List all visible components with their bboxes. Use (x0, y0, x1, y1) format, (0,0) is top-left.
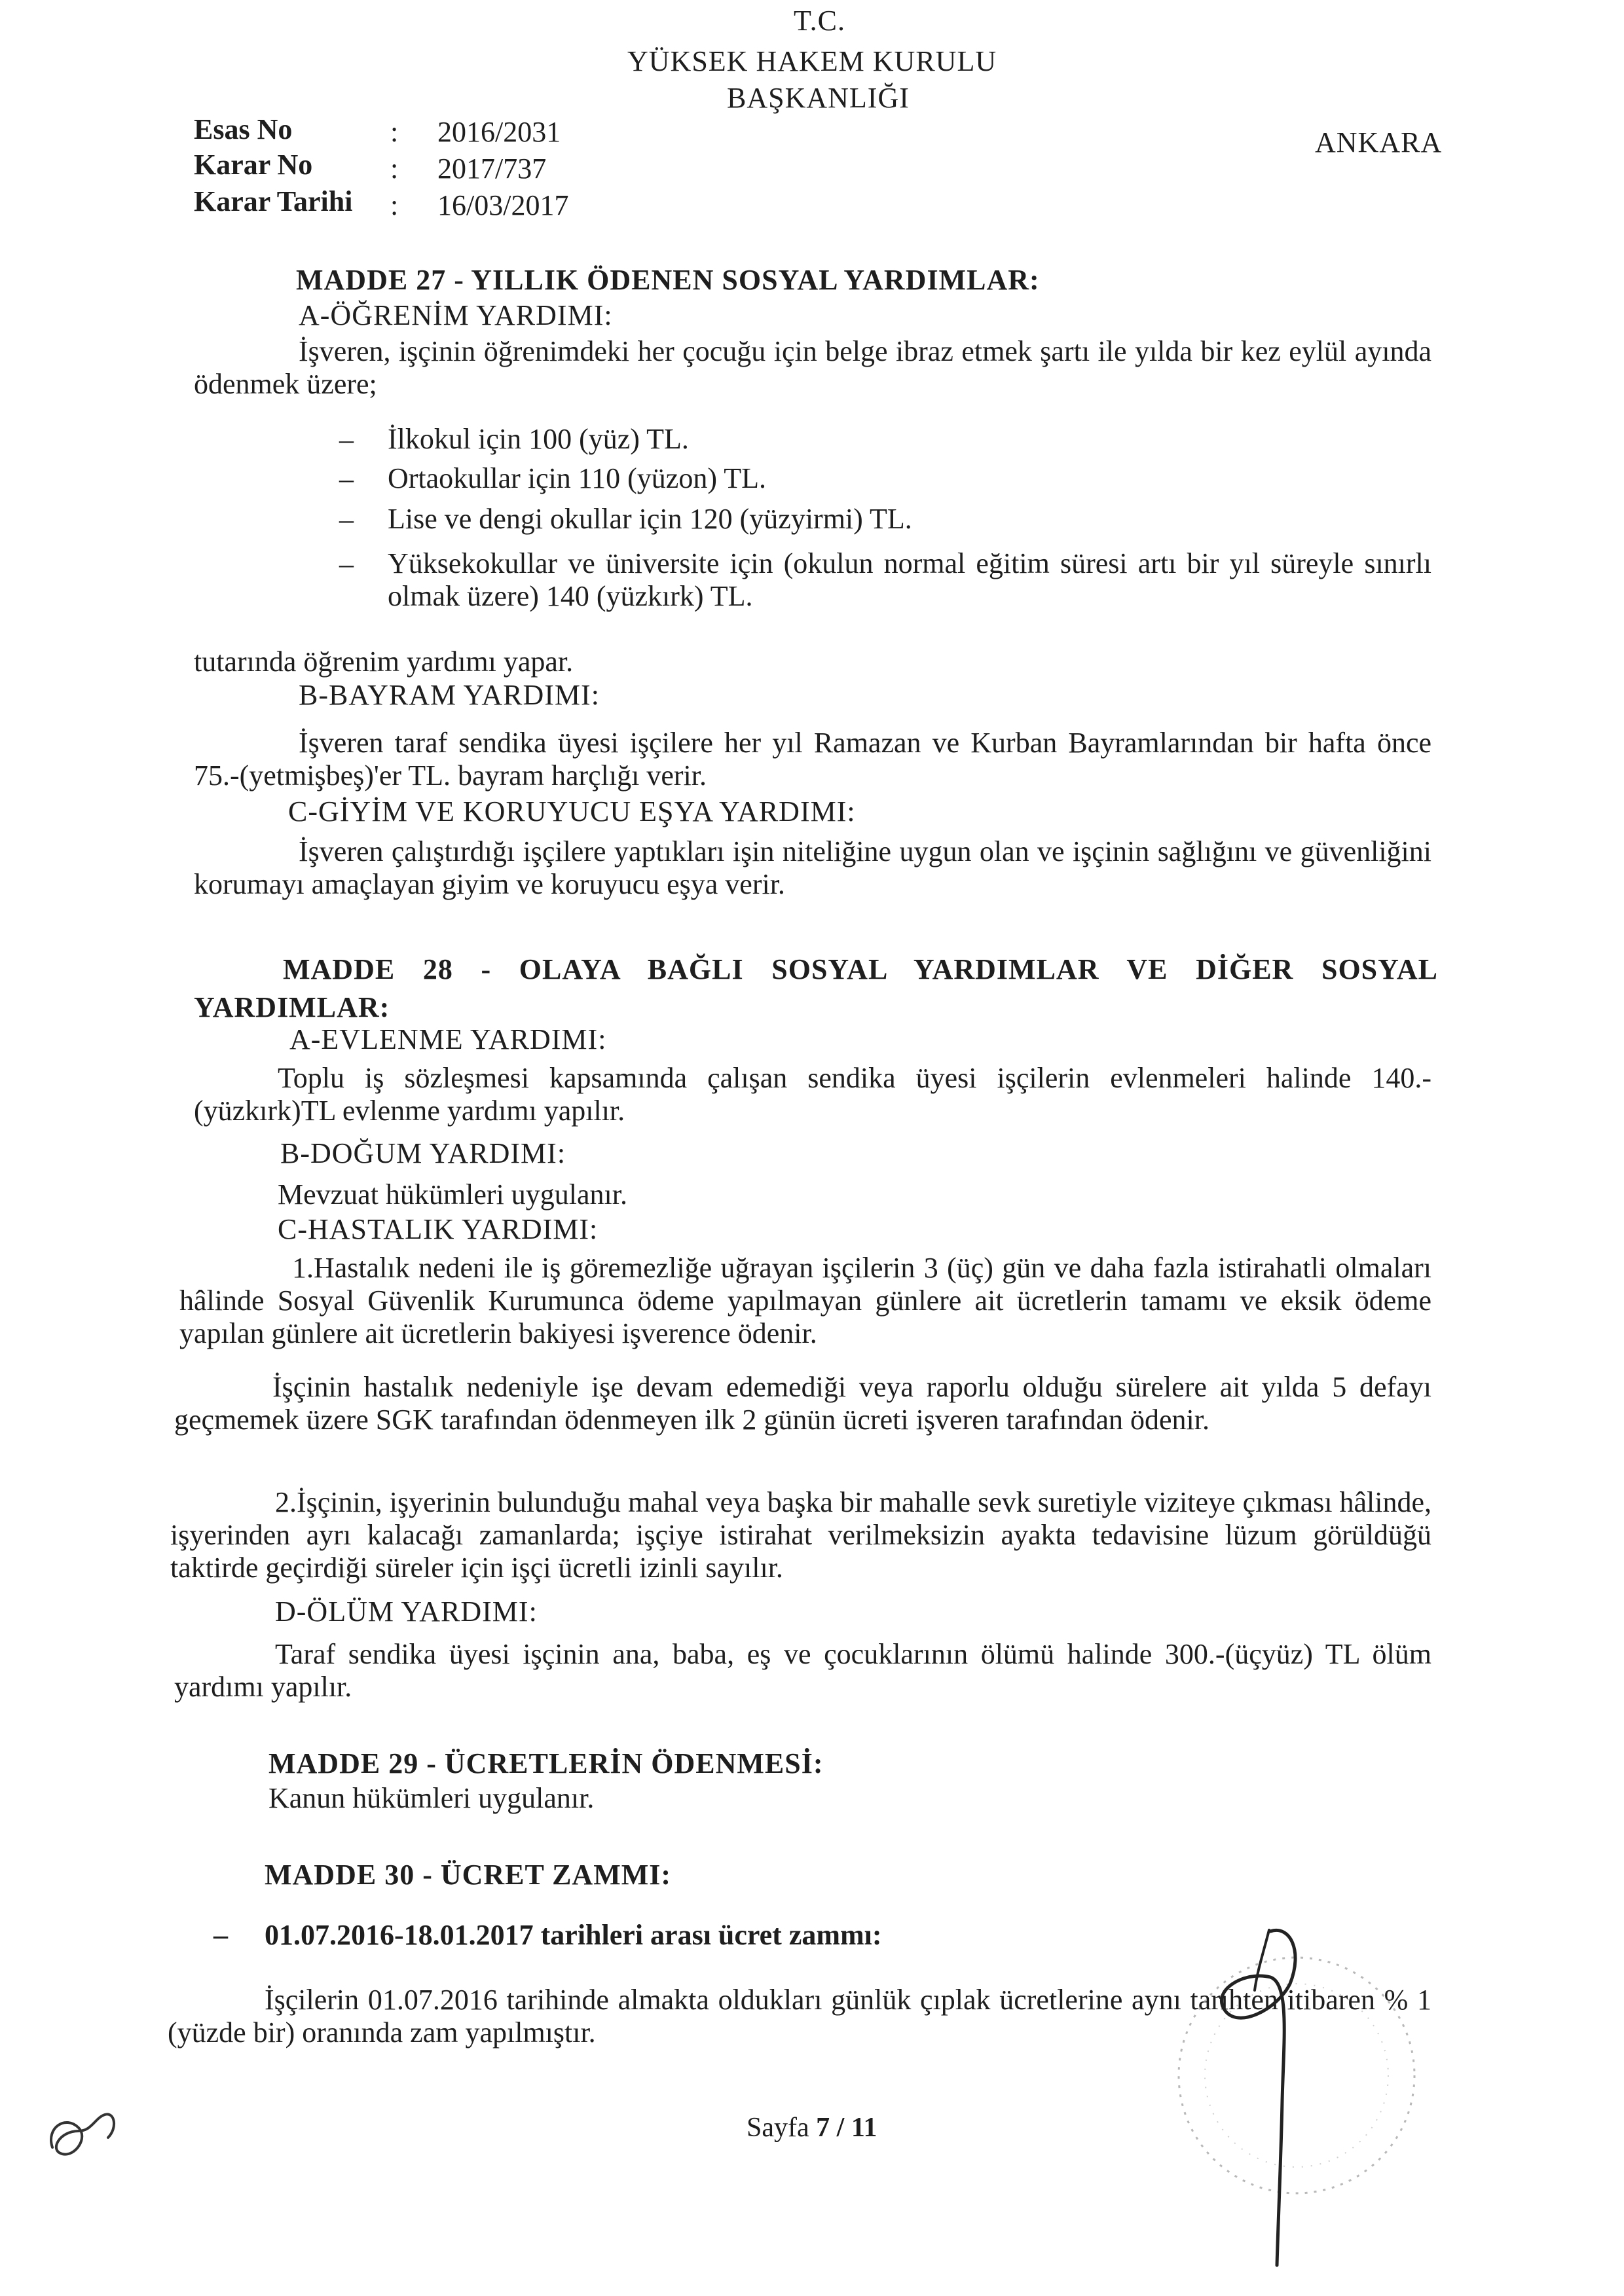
esas-value: 2016/2031 (437, 116, 561, 148)
madde-29-title: MADDE 29 - ÜCRETLERİN ÖDENMESİ: (268, 1747, 824, 1779)
margin-initials-icon (39, 2102, 131, 2174)
bullet-dash: – (339, 463, 354, 495)
page-current: 7 (816, 2113, 830, 2143)
madde-30-period: 01.07.2016-18.01.2017 tarihleri arası ücret zammı: (265, 1919, 882, 1951)
karar-value: 2017/737 (437, 153, 547, 185)
madde-28-c-title: C-HASTALIK YARDIMI: (278, 1213, 599, 1245)
madde-27-a-text: İşveren, işçinin öğrenimdeki her çocuğu için belge ibraz etmek şartı ile yılda bir kez eylül ayında ödenmek üzere; (194, 335, 1431, 400)
karar-colon: : (390, 153, 399, 185)
bullet-dash: – (339, 424, 354, 456)
madde-27-b-text: İşveren taraf sendika üyesi işçilere her yıl Ramazan ve Kurban Bayramlarından bir hafta önce 75.-(yetmişbeş)'er TL. bayram harçlığı verir. (194, 727, 1431, 792)
madde-28-c-text2: İşçinin hastalık nedeniyle işe devam edemediği veya raporlu olduğu sürelere ait yılda 5 defayı geçmemek üzere SGK tarafından ödenmeyen ilk 2 günün ücreti işveren tarafından ödenir. (174, 1371, 1431, 1436)
page-total: 11 (851, 2113, 877, 2143)
bullet-dash: – (339, 503, 354, 536)
page-label: Sayfa (747, 2113, 809, 2143)
bullet-item: Yüksekokullar ve üniversite için (okulun normal eğitim süresi artı bir yıl süreyle sınırlı olmak üzere) 140 (yüzkırk) TL. (388, 547, 1431, 612)
madde-27-a-title: A-ÖĞRENİM YARDIMI: (299, 299, 613, 331)
madde-27-c-title: C-GİYİM VE KORUYUCU EŞYA YARDIMI: (288, 795, 856, 828)
header-presidency: BAŞKANLIĞI (727, 82, 910, 114)
tarih-colon: : (390, 189, 399, 221)
esas-colon: : (390, 116, 399, 148)
madde-28-d-title: D-ÖLÜM YARDIMI: (275, 1595, 538, 1628)
madde-27-a-tail: tutarında öğrenim yardımı yapar. (194, 646, 574, 678)
tarih-label: Karar Tarihi (194, 185, 353, 217)
madde-29-text: Kanun hükümleri uygulanır. (268, 1782, 595, 1814)
madde-28-c-text3: 2.İşçinin, işyerinin bulunduğu mahal veya başka bir mahalle sevk suretiyle viziteye çıkması hâlinde, işyerinden ayrı kalacağı zamanlarda; işçiye istirahat verilmeksizin ayakta tedavisine lüzum görüldüğü taktirde geçirdiği süreler için işçi ücretli izinli sayılır. (170, 1486, 1431, 1584)
page-separator: / (836, 2113, 845, 2143)
madde-28-a-title: A-EVLENME YARDIMI: (289, 1023, 607, 1055)
signature-icon (1192, 1912, 1362, 2278)
bullet-item: Lise ve dengi okullar için 120 (yüzyirmi) TL. (388, 503, 912, 535)
madde-27-b-title: B-BAYRAM YARDIMI: (299, 679, 600, 711)
madde-28-title: MADDE 28 - OLAYA BAĞLI SOSYAL YARDIMLAR VE DİĞER SOSYAL YARDIMLAR: (194, 953, 1438, 1023)
madde-28-b-title: B-DOĞUM YARDIMI: (280, 1137, 566, 1169)
tarih-value: 16/03/2017 (437, 189, 569, 221)
madde-28-a-text: Toplu iş sözleşmesi kapsamında çalışan sendika üyesi işçilerin evlenmeleri halinde 140.-(yüzkırk)TL evlenme yardımı yapılır. (194, 1062, 1431, 1127)
karar-label: Karar No (194, 149, 313, 181)
madde-27-title: MADDE 27 - YILLIK ÖDENEN SOSYAL YARDIMLAR: (296, 264, 1040, 296)
page-number (747, 2112, 877, 2143)
bullet-item: İlkokul için 100 (yüz) TL. (388, 423, 689, 455)
madde-28-c-text1: 1.Hastalık nedeni ile iş göremezliğe uğrayan işçilerin 3 (üç) gün ve daha fazla istirahatli olmaları hâlinde Sosyal Güvenlik Kurumunca ödeme yapılmayan günlere ait ücretlerin tamamı ve eksik ödeme yapılan günlere ait ücretlerin bakiyesi işverence ödenir. (179, 1252, 1431, 1349)
madde-27-c-text: İşveren çalıştırdığı işçilere yaptıkları işin niteliğine uygun olan ve işçinin sağlığını ve güvenliğini korumayı amaçlayan giyim ve koruyucu eşya verir. (194, 835, 1431, 900)
header-city: ANKARA (1315, 126, 1443, 158)
madde-28-d-text: Taraf sendika üyesi işçinin ana, baba, eş ve çocuklarının ölümü halinde 300.-(üçyüz) TL ölüm yardımı yapılır. (174, 1638, 1431, 1703)
esas-label: Esas No (194, 113, 293, 145)
madde-30-text: İşçilerin 01.07.2016 tarihinde almakta oldukları günlük çıplak ücretlerine aynı tarihten itibaren % 1 (yüzde bir) oranında zam yapılmıştır. (168, 1984, 1431, 2049)
header-institution: YÜKSEK HAKEM KURULU (627, 45, 997, 77)
madde-28-b-text: Mevzuat hükümleri uygulanır. (278, 1178, 627, 1211)
bullet-item: Ortaokullar için 110 (yüzon) TL. (388, 462, 766, 494)
madde-30-title: MADDE 30 - ÜCRET ZAMMI: (265, 1859, 672, 1891)
bullet-dash: – (339, 548, 354, 580)
bullet-dash: – (213, 1919, 228, 1951)
header-tc: T.C. (794, 5, 845, 37)
